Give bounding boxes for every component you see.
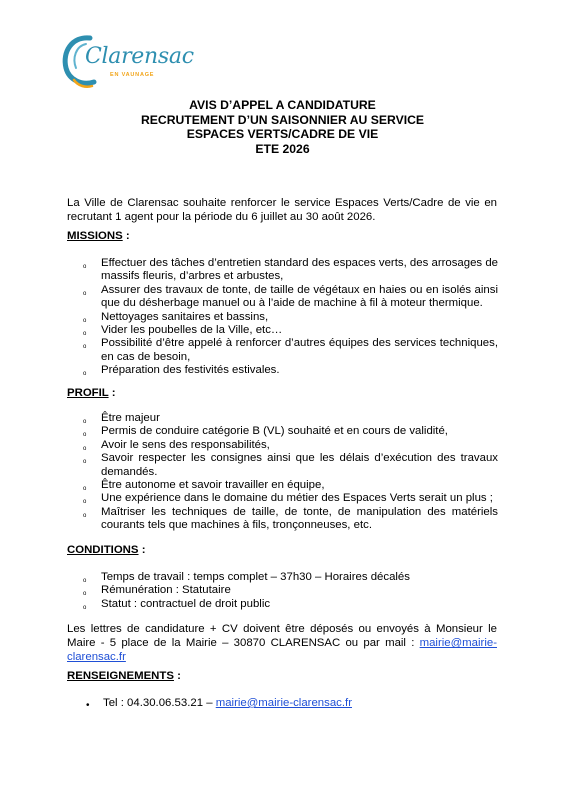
profil-item-text: Être autonome et savoir travailler en équipe, — [101, 479, 325, 492]
circle-bullet-icon: o — [83, 419, 87, 425]
profil-item-text: Une expérience dans le domaine du métier des Espaces Verts serait un plus ; — [101, 492, 493, 505]
conditions-item-text: Statut : contractuel de droit public — [101, 597, 271, 610]
profil-heading — [67, 387, 116, 399]
missions-item-text: Nettoyages sanitaires et bassins, — [101, 310, 269, 323]
conditions-item — [83, 584, 498, 597]
circle-bullet-icon: o — [83, 459, 87, 466]
missions-item-text: Possibilité d’être appelé à renforcer d’autres équipes des services techniques, en cas de besoin, — [101, 337, 498, 363]
conditions-item-text: Temps de travail : temps complet – 37h30 – Horaires décalés — [101, 571, 410, 583]
missions-heading-text: MISSIONS — [67, 230, 123, 242]
title-line-4: ETE 2026 — [255, 141, 310, 156]
circle-bullet-icon: o — [83, 264, 87, 270]
application-text: Les lettres de candidature + CV doivent être déposés ou envoyés à Monsieur le Maire - 5 place de la Mairie – 30870 CLARENSAC ou par mail : — [67, 623, 497, 650]
profil-heading-colon: : — [111, 387, 116, 399]
profil-heading-text: PROFIL — [67, 387, 109, 399]
circle-bullet-icon: o — [83, 499, 87, 506]
logo-wordmark: Clarensac — [85, 44, 194, 69]
title-line-1: AVIS D’APPEL A CANDIDATURE — [189, 98, 376, 112]
profil-item-text: Permis de conduire catégorie B (VL) souhaité et en cours de validité, — [101, 425, 448, 438]
profil-item — [83, 479, 498, 492]
profil-item — [83, 412, 498, 425]
profil-item — [83, 506, 498, 533]
application-email-link[interactable]: mairie@mairie-clarensac.fr — [67, 637, 497, 664]
circle-bullet-icon: o — [83, 486, 87, 493]
missions-item-text: Vider les poubelles de la Ville, etc… — [101, 324, 283, 337]
circle-bullet-icon: o — [83, 331, 87, 338]
intro-paragraph: La Ville de Clarensac souhaite renforcer le service Espaces Verts/Cadre de vie en recrutant 1 agent pour la période du 6 juillet au 30 août 2026. — [67, 197, 497, 224]
conditions-heading — [67, 544, 145, 556]
missions-item — [83, 324, 498, 337]
missions-item-text: Effectuer des tâches d’entretien standard des espaces verts, des arrosages de massifs fleuris, d’arbres et arbustes, — [101, 257, 498, 283]
profil-item — [83, 439, 498, 452]
title-line-3: ESPACES VERTS/CADRE DE VIE — [186, 127, 379, 141]
circle-bullet-icon: o — [83, 445, 87, 452]
profil-item-text: Être majeur — [101, 412, 160, 424]
profil-item-text: Maîtriser les techniques de taille, de tonte, de manipulation des matériels courants tels que machines à fils, tronçonneuses, etc. — [101, 505, 498, 532]
renseignements-heading-colon: : — [177, 670, 181, 682]
missions-heading-colon: : — [125, 230, 130, 242]
disc-bullet-icon: • — [86, 700, 90, 711]
profil-item — [83, 492, 498, 505]
profil-item-text: Savoir respecter les consignes ainsi que les délais d’exécution des travaux demandés. — [101, 452, 498, 478]
application-paragraph — [67, 622, 497, 665]
missions-item — [83, 311, 498, 324]
contact-line — [103, 697, 352, 709]
conditions-item-text: Rémunération : Statutaire — [101, 584, 231, 597]
renseignements-heading — [67, 670, 181, 682]
circle-bullet-icon: o — [83, 432, 87, 439]
renseignements-heading-text: RENSEIGNEMENTS — [67, 670, 174, 682]
profil-item — [83, 425, 498, 438]
profil-item — [83, 452, 498, 479]
circle-bullet-icon: o — [83, 371, 87, 378]
circle-bullet-icon: o — [83, 344, 87, 351]
missions-item — [83, 337, 498, 364]
missions-list — [83, 257, 498, 378]
missions-item — [83, 364, 498, 377]
missions-item — [83, 284, 498, 311]
conditions-item — [83, 571, 498, 584]
circle-bullet-icon: o — [83, 604, 87, 611]
conditions-list — [83, 571, 498, 611]
circle-bullet-icon: o — [83, 591, 87, 598]
conditions-heading-colon: : — [141, 544, 146, 556]
page-title — [0, 98, 565, 156]
circle-bullet-icon: o — [83, 578, 87, 584]
contact-tel: Tel : 04.30.06.53.21 – — [103, 697, 216, 709]
missions-heading — [67, 230, 130, 242]
title-line-2: RECRUTEMENT D’UN SAISONNIER AU SERVICE — [140, 112, 425, 127]
logo-tagline: EN VAUNAGE — [110, 72, 155, 78]
contact-email-link[interactable]: mairie@mairie-clarensac.fr — [215, 697, 352, 709]
circle-bullet-icon: o — [83, 317, 87, 324]
missions-item-text: Préparation des festivités estivales. — [101, 364, 280, 377]
conditions-item — [83, 598, 498, 611]
circle-bullet-icon: o — [83, 290, 87, 297]
circle-bullet-icon: o — [83, 512, 87, 519]
missions-item — [83, 257, 498, 284]
clarensac-logo — [60, 30, 194, 90]
profil-item-text: Avoir le sens des responsabilités, — [101, 438, 270, 451]
conditions-heading-text: CONDITIONS — [67, 544, 139, 556]
profil-list — [83, 412, 498, 533]
missions-item-text: Assurer des travaux de tonte, de taille de végétaux en haies ou en isolés ainsi que du désherbage manuel ou à l’aide de machine à fil à moteur thermique. — [101, 283, 498, 310]
